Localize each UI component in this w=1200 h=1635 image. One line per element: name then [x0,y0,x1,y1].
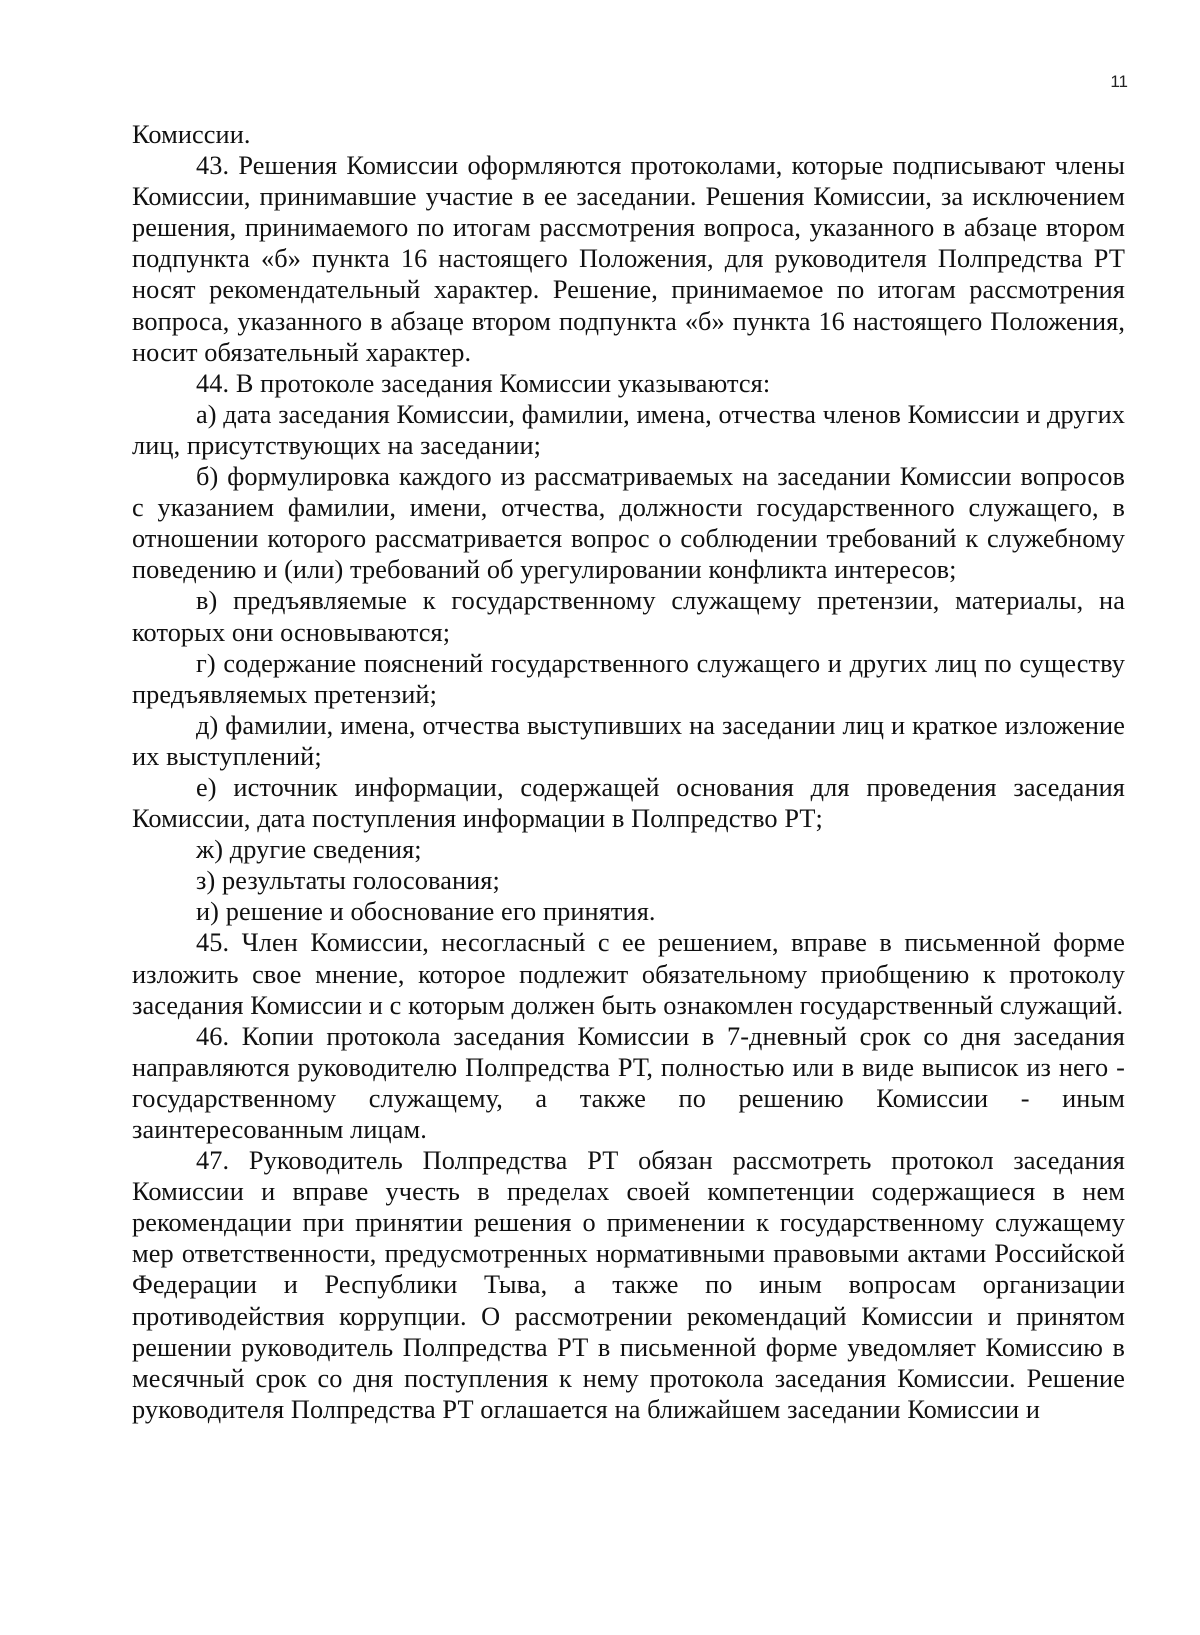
paragraph-44-z: з) результаты голосования; [196,866,500,896]
paragraph-44-d: д) фамилии, имена, отчества выступивших на заседании лиц и краткое изложение их выступлений; [132,710,1125,771]
paragraph-46: 46. Копии протокола заседания Комиссии в 7-дневный срок со дня заседания направляются руководителю Полпредства РТ, полностью или в виде выписок из него - государственному служащему, а также по решению Комиссии - иным заинтересованным лицам. [132,1021,1125,1144]
paragraph-44-e: е) источник информации, содержащей основания для проведения заседания Комиссии, дата поступления информации в Полпредство РТ; [132,772,1125,834]
paragraph-44-b: б) формулировка каждого из рассматриваемых на заседании Комиссии вопросов с указанием фамилии, имени, отчества, должности государственного служащего, в отношении которого рассматривается вопрос о соблюдении требований к служебному поведению и (или) требований об урегулировании конфликта интересов; [132,462,1125,585]
paragraph-45: 45. Член Комиссии, несогласный с ее решением, вправе в письменной форме изложить свое мнение, которое подлежит обязательному приобщению к протоколу заседания Комиссии и с которым должен быть ознакомлен государственный служащий. [132,928,1125,1020]
paragraph-continuation: Комиссии. [132,120,251,149]
page-number: 11 [1110,72,1128,91]
paragraph-44-a: а) дата заседания Комиссии, фамилии, имена, отчества членов Комиссии и других лиц, присутствующих на заседании; [132,399,1125,460]
paragraph-43: 43. Решения Комиссии оформляются протоколами, которые подписывают члены Комиссии, принимавшие участие в ее заседании. Решения Комиссии, за исключением решения, принимаемого по итогам рассмотрения вопроса, указанного в абзаце втором подпункта «б» пункта 16 настоящего Положения, для руководителя Полпредства РТ носят рекомендательный характер. Решение, принимаемое по итогам рассмотрения вопроса, указанного в абзаце втором подпункта «б» пункта 16 настоящего Положения, носит обязательный характер. [132,151,1125,367]
paragraph-44: 44. В протоколе заседания Комиссии указываются: [196,368,771,398]
paragraph-44-zh: ж) другие сведения; [196,835,422,865]
paragraph-47: 47. Руководитель Полпредства РТ обязан рассмотреть протокол заседания Комиссии и вправе учесть в пределах своей компетенции содержащиеся в нем рекомендации при принятии решения о применении к государственному служащему мер ответственности, предусмотренных нормативными правовыми актами Российской Федерации и Республики Тыва, а также по иным вопросам организации противодействия коррупции. О рассмотрении рекомендаций Комиссии и принятом решении руководитель Полпредства РТ в письменной форме уведомляет Комиссию в месячный срок со дня поступления к нему протокола заседания Комиссии. Решение руководителя Полпредства РТ оглашается на ближайшем заседании Комиссии и [132,1146,1125,1424]
document-body [132,119,1125,1425]
paragraph-44-v: в) предъявляемые к государственному служащему претензии, материалы, на которых они основываются; [132,586,1125,647]
paragraph-44-i: и) решение и обоснование его принятия. [196,897,656,927]
paragraph-44-g: г) содержание пояснений государственного служащего и других лиц по существу предъявляемых претензий; [132,648,1125,709]
